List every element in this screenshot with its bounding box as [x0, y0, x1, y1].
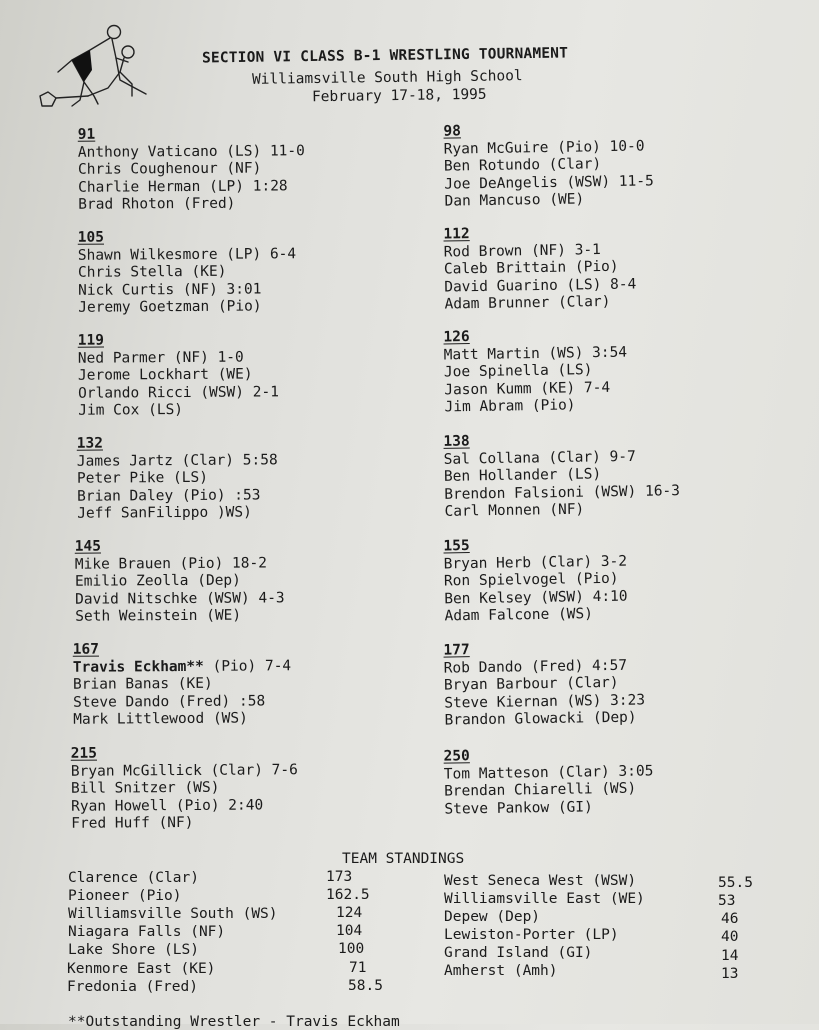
wrestler-result: Brian Daley (Pio) :53 [77, 487, 261, 505]
wrestler-result: Jim Cox (LS) [78, 402, 184, 420]
weight-class-block [71, 744, 299, 834]
weight-class-label: 132 [76, 435, 104, 452]
wrestler-result: Ben Rotundo (Clar) [443, 156, 602, 175]
team-name: Lewiston-Porter (LP) [444, 927, 619, 943]
wrestlers-icon [28, 22, 156, 114]
weight-class-label: 167 [72, 641, 100, 658]
wrestler-result: Bryan Herb (Clar) 3-2 [443, 553, 628, 573]
weight-class-label: 98 [443, 123, 462, 140]
wrestler-result: David Nitschke (WSW) 4-3 [75, 590, 285, 608]
wrestler-result: Jerome Lockhart (WE) [77, 366, 253, 384]
wrestler-result-detail: (Pio) 7-4 [203, 657, 292, 675]
wrestler-result: Caleb Brittain (Pio) [443, 258, 619, 278]
host-school: Williamsville South High School [251, 68, 523, 88]
wrestler-result: Chris Stella (KE) [77, 263, 227, 281]
wrestler-result: Steve Kiernan (WS) 3:23 [444, 692, 646, 712]
wrestler-result: Chris Coughenour (NF) [77, 160, 262, 178]
weight-class-block [73, 640, 292, 729]
outstanding-wrestler-footnote: **Outstanding Wrestler - Travis Eckham [68, 1014, 400, 1030]
team-name: Lake Shore (LS) [68, 942, 199, 958]
wrestler-result: Brendan Chiarelli (WS) [444, 780, 637, 800]
wrestler-result: Seth Weinstein (WE) [75, 607, 242, 626]
weight-class-block [78, 331, 279, 420]
tournament-dates: February 17-18, 1995 [311, 86, 487, 106]
team-name: West Seneca West (WSW) [444, 873, 637, 889]
wrestler-result: Carl Monnen (NF) [444, 502, 585, 521]
team-name: Williamsville East (WE) [444, 891, 645, 907]
wrestler-result: Ned Parmer (NF) 1-0 [77, 349, 244, 367]
wrestler-result: Jeremy Goetzman (Pio) [78, 298, 262, 317]
wrestler-result: Ron Spielvogel (Pio) [443, 570, 619, 590]
wrestler-result: Orlando Ricci (WSW) 2-1 [78, 384, 279, 402]
weight-class-label: 138 [443, 433, 470, 450]
weight-class-block [78, 125, 306, 215]
wrestler-result: Sal Collana (Clar) 9-7 [443, 448, 636, 468]
wrestler-result: Steve Pankow (GI) [444, 799, 593, 818]
weight-class-block [75, 537, 285, 626]
wrestler-result: Tom Matteson (Clar) 3:05 [443, 762, 654, 783]
wrestler-result: Peter Pike (LS) [76, 469, 209, 487]
team-name: Pioneer (Pio) [68, 888, 182, 904]
weight-class-block [443, 536, 628, 627]
weight-class-block [78, 228, 297, 317]
wrestler-result: Emilio Zeolla (Dep) [74, 572, 241, 590]
weight-class-label: 126 [443, 329, 470, 346]
wrestler-result: Brandon Glowacki (Dep) [444, 709, 637, 729]
team-score: 124 [336, 905, 363, 921]
wrestler-result: Bill Snitzer (WS) [70, 779, 220, 797]
weight-class-block [443, 745, 654, 819]
team-standings-title: TEAM STANDINGS [342, 851, 465, 867]
weight-class-block [443, 223, 636, 314]
team-score: 104 [336, 923, 363, 939]
wrestler-result: Bryan McGillick (Clar) 7-6 [70, 761, 298, 780]
wrestler-result: Ben Kelsey (WSW) 4:10 [444, 588, 628, 608]
wrestler-result: Rod Brown (NF) 3-1 [443, 241, 601, 261]
wrestler-result: Nick Curtis (NF) 3:01 [78, 281, 262, 299]
wrestler-result: Mike Brauen (Pio) 18-2 [74, 554, 267, 573]
team-score: 14 [721, 948, 739, 964]
wrestler-result: Brad Rhoton (Fred) [78, 196, 236, 214]
wrestler-result: Anthony Vaticano (LS) 11-0 [77, 142, 305, 161]
wrestler-result: Jeff SanFilippo )WS) [77, 504, 252, 523]
weight-class-label: 91 [77, 126, 96, 143]
wrestler-result [73, 658, 291, 677]
team-score: 46 [721, 911, 739, 927]
wrestler-result: Brian Banas (KE) [72, 675, 213, 693]
team-score: 71 [349, 960, 367, 976]
wrestler-result: Mark Littlewood (WS) [73, 710, 248, 729]
wrestler-result: Joe Spinella (LS) [443, 362, 593, 381]
wrestler-result: Shawn Wilkesmore (LP) 6-4 [77, 245, 297, 264]
team-name: Kenmore East (KE) [67, 961, 216, 977]
weight-class-label: 145 [74, 538, 102, 555]
wrestler-result: Steve Dando (Fred) :58 [73, 693, 266, 711]
team-name: Niagara Falls (NF) [68, 924, 226, 940]
weight-class-label: 250 [443, 748, 470, 765]
wrestler-result: Dan Mancuso (WE) [444, 191, 585, 211]
team-name: Grand Island (GI) [444, 945, 593, 961]
wrestler-result: Matt Martin (WS) 3:54 [443, 344, 628, 364]
weight-class-label: 155 [443, 538, 470, 555]
weight-class-block [443, 327, 628, 418]
wrestler-result: Fred Huff (NF) [71, 815, 194, 833]
wrestler-result: Brendon Falsioni (WSW) 16-3 [444, 482, 681, 503]
team-score: 173 [326, 869, 353, 885]
wrestler-result: Ryan McGuire (Pio) 10-0 [443, 138, 645, 158]
wrestler-result: Charlie Herman (LP) 1:28 [78, 178, 288, 196]
weight-class-block [77, 434, 278, 523]
weight-class-block [443, 639, 645, 730]
team-name: Fredonia (Fred) [67, 979, 198, 995]
team-name: Amherst (Amh) [444, 963, 558, 979]
team-score: 13 [721, 966, 739, 982]
team-score: 55.5 [718, 875, 753, 891]
wrestler-result: Jason Kumm (KE) 7-4 [444, 379, 611, 399]
wrestler-result: Rob Dando (Fred) 4:57 [443, 657, 628, 677]
weight-class-label: 105 [77, 229, 105, 246]
weight-class-label: 215 [70, 745, 98, 762]
wrestler-result: Ryan Howell (Pio) 2:40 [71, 797, 264, 815]
wrestler-result: James Jartz (Clar) 5:58 [76, 451, 278, 470]
team-name: Williamsville South (WS) [68, 906, 278, 922]
team-score: 40 [721, 929, 739, 945]
tournament-title: SECTION VI CLASS B-1 WRESTLING TOURNAMENT [201, 45, 569, 67]
team-name: Depew (Dep) [444, 909, 541, 925]
outstanding-wrestler-name: Travis Eckham** [72, 658, 204, 676]
team-score: 162.5 [326, 887, 370, 903]
weight-class-block [443, 430, 680, 522]
wrestler-result: Ben Hollander (LS) [443, 466, 602, 486]
wrestler-result: Jim Abram (Pio) [444, 397, 576, 416]
team-score: 100 [338, 941, 365, 957]
team-name: Clarence (Clar) [68, 870, 199, 886]
weight-class-block [443, 120, 654, 211]
wrestler-result: Adam Brunner (Clar) [444, 294, 611, 313]
wrestler-result: David Guarino (LS) 8-4 [444, 276, 637, 296]
weight-class-label: 119 [77, 332, 105, 349]
weight-class-label: 112 [443, 226, 470, 243]
weight-class-label: 177 [443, 642, 470, 659]
wrestler-result: Joe DeAngelis (WSW) 11-5 [444, 173, 654, 193]
team-score: 58.5 [348, 978, 383, 994]
wrestler-result: Bryan Barbour (Clar) [443, 675, 619, 694]
wrestler-result: Adam Falcone (WS) [444, 606, 594, 625]
team-score: 53 [718, 893, 736, 909]
